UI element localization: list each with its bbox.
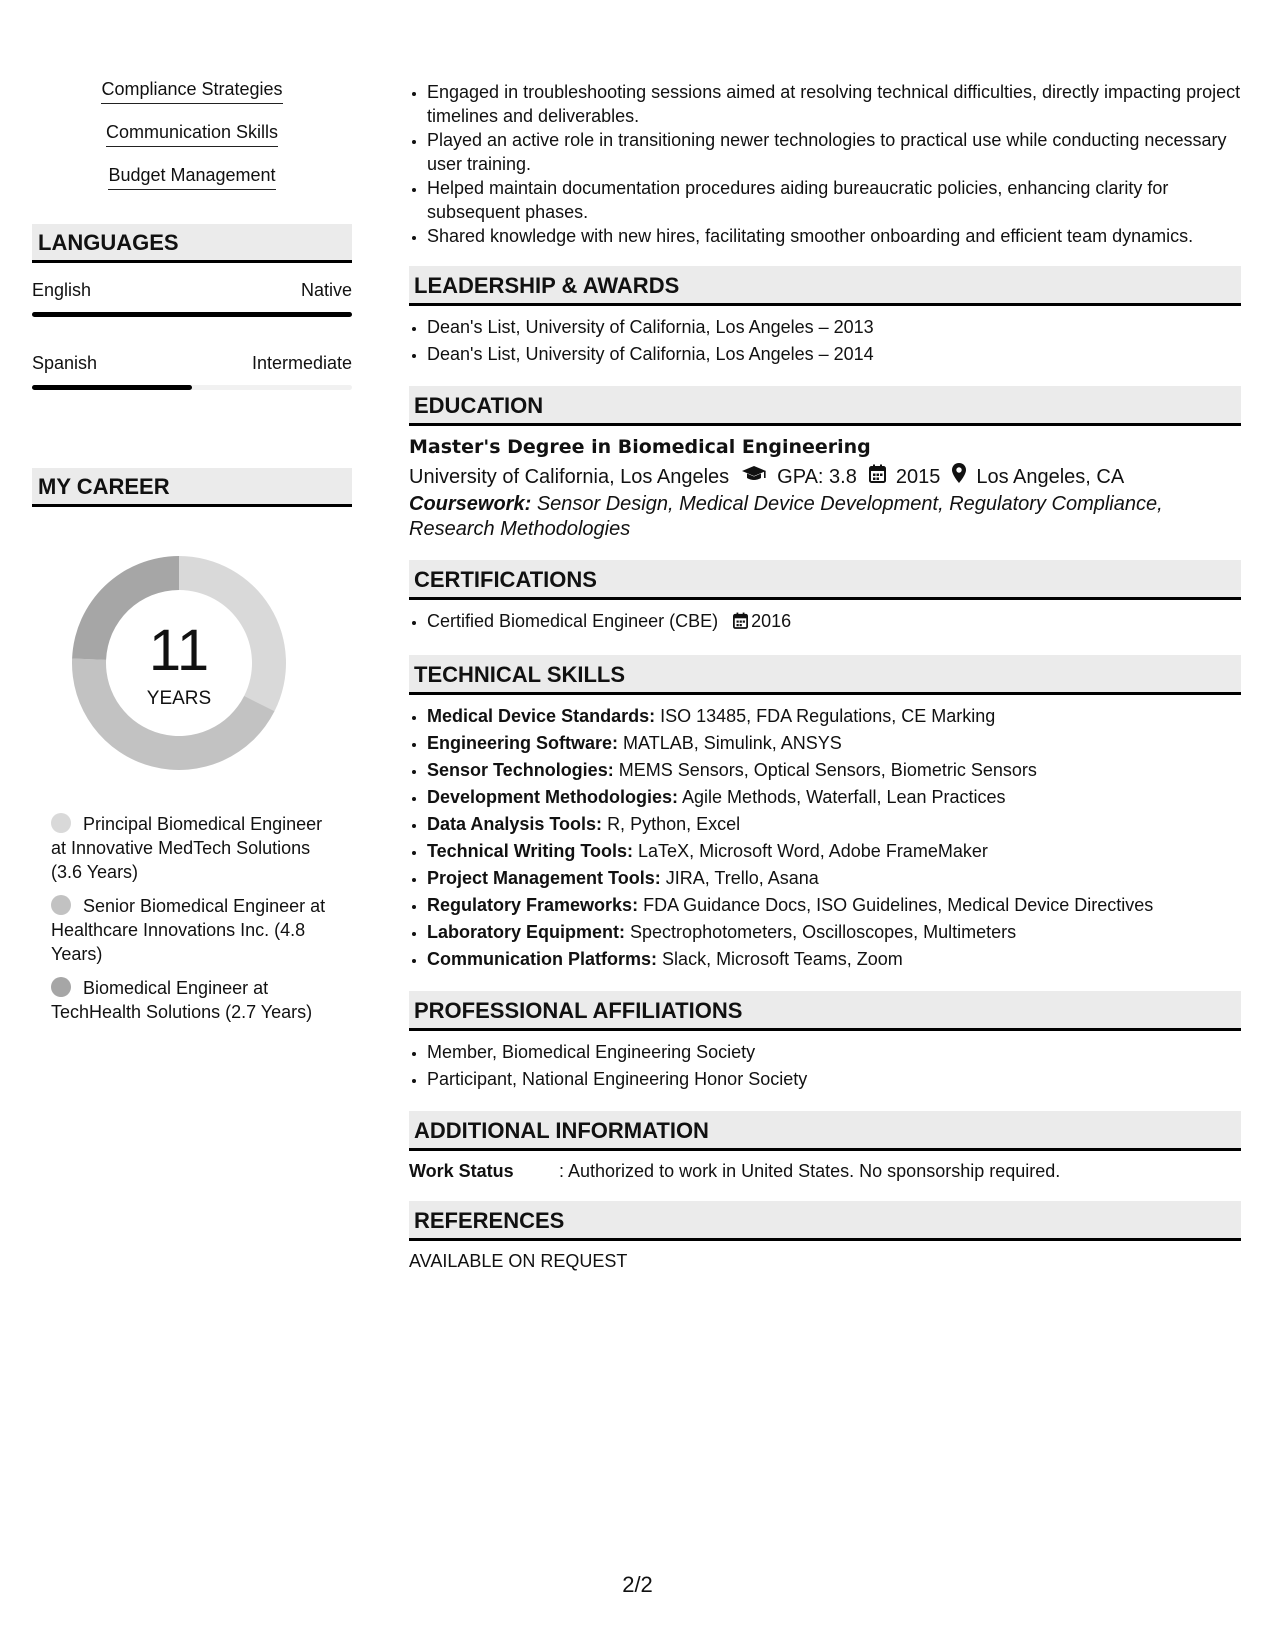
leadership-list bbox=[409, 314, 1241, 368]
skill-category: Communication Platforms: bbox=[427, 949, 658, 969]
career-total-years: 11 bbox=[148, 618, 210, 683]
skill-category: Project Management Tools: bbox=[427, 868, 661, 888]
technical-skill-item bbox=[427, 811, 1241, 838]
technical-skills-list bbox=[409, 703, 1241, 973]
career-total-unit: YEARS bbox=[146, 688, 212, 709]
language-proficiency-fill bbox=[32, 385, 192, 390]
coursework-text: Sensor Design, Medical Device Development, Regulatory Compliance, Research Methodologies bbox=[409, 493, 1163, 540]
technical-skill-item bbox=[427, 892, 1241, 919]
legend-dot-icon bbox=[51, 977, 71, 997]
career-legend-label: Senior Biomedical Engineer at Healthcare Innovations Inc. (4.8 Years) bbox=[51, 896, 326, 964]
skill-values: LaTeX, Microsoft Word, Adobe FrameMaker bbox=[638, 841, 988, 861]
career-legend-item bbox=[51, 812, 336, 884]
skills-list bbox=[32, 78, 352, 190]
skill-values: MEMS Sensors, Optical Sensors, Biometric Sensors bbox=[618, 760, 1037, 780]
skill-category: Sensor Technologies: bbox=[427, 760, 614, 780]
career-legend bbox=[51, 812, 336, 1024]
education-meta bbox=[409, 462, 1241, 492]
work-status-value: : Authorized to work in United States. No sponsorship required. bbox=[559, 1161, 1061, 1181]
left-column bbox=[32, 78, 352, 1034]
skill-category: Technical Writing Tools: bbox=[427, 841, 634, 861]
degree-title: Master's Degree in Biomedical Engineering bbox=[409, 436, 871, 458]
leadership-item: • Dean's List, University of California, Los Angeles – 2013 bbox=[427, 314, 1241, 341]
skill-values: FDA Guidance Docs, ISO Guidelines, Medical Device Directives bbox=[643, 895, 1154, 915]
education-entry bbox=[409, 434, 1241, 542]
skill-values: Slack, Microsoft Teams, Zoom bbox=[662, 949, 903, 969]
graduation-year: 2015 bbox=[895, 466, 941, 488]
language-item-spanish bbox=[32, 352, 352, 390]
skill-category: Development Methodologies: bbox=[427, 787, 679, 807]
experience-bullet: • Engaged in troubleshooting sessions aimed at resolving technical difficulties, directly impacting project timelines and deliverables. bbox=[427, 80, 1241, 128]
graduation-cap-icon bbox=[741, 462, 767, 492]
school-name: University of California, Los Angeles bbox=[409, 466, 730, 488]
skill-values: JIRA, Trello, Asana bbox=[665, 868, 819, 888]
additional-info-heading: ADDITIONAL INFORMATION bbox=[409, 1111, 1241, 1151]
references-heading: REFERENCES bbox=[409, 1201, 1241, 1241]
technical-skill-item bbox=[427, 784, 1241, 811]
experience-bullets bbox=[409, 80, 1241, 248]
certification-year: 2016 bbox=[751, 611, 792, 631]
skill-category: Regulatory Frameworks: bbox=[427, 895, 639, 915]
skill-tag: Budget Management bbox=[108, 164, 275, 190]
skill-category: Engineering Software: bbox=[427, 733, 619, 753]
coursework-label: Coursework: bbox=[409, 493, 532, 515]
affiliation-item: • Member, Biomedical Engineering Society bbox=[427, 1039, 1241, 1066]
technical-skill-item bbox=[427, 919, 1241, 946]
career-legend-label: Biomedical Engineer at TechHealth Solutions (2.7 Years) bbox=[51, 978, 313, 1022]
legend-dot-icon bbox=[51, 895, 71, 915]
skill-tag: Communication Skills bbox=[106, 121, 278, 147]
skill-values: MATLAB, Simulink, ANSYS bbox=[623, 733, 842, 753]
certification-item bbox=[427, 608, 1241, 637]
education-heading: EDUCATION bbox=[409, 386, 1241, 426]
technical-skill-item bbox=[427, 730, 1241, 757]
location-pin-icon bbox=[952, 462, 966, 492]
skill-category: Data Analysis Tools: bbox=[427, 814, 603, 834]
language-name: English bbox=[32, 280, 92, 300]
career-heading: MY CAREER bbox=[32, 468, 352, 507]
leadership-heading: LEADERSHIP & AWARDS bbox=[409, 266, 1241, 306]
affiliations-heading: PROFESSIONAL AFFILIATIONS bbox=[409, 991, 1241, 1031]
gpa: GPA: 3.8 bbox=[777, 466, 857, 488]
skill-values: R, Python, Excel bbox=[607, 814, 741, 834]
work-status-row bbox=[409, 1159, 1241, 1183]
skill-values: ISO 13485, FDA Regulations, CE Marking bbox=[660, 706, 996, 726]
experience-bullet: • Helped maintain documentation procedures aiding bureaucratic policies, enhancing clarity for subsequent phases. bbox=[427, 176, 1241, 224]
career-legend-label: Principal Biomedical Engineer at Innovative MedTech Solutions (3.6 Years) bbox=[51, 814, 323, 882]
coursework bbox=[409, 492, 1241, 542]
language-proficiency-bar bbox=[32, 385, 352, 390]
skill-category: Laboratory Equipment: bbox=[427, 922, 626, 942]
language-level: Intermediate bbox=[251, 353, 352, 373]
career-legend-item bbox=[51, 976, 336, 1024]
language-level: Native bbox=[300, 280, 352, 300]
languages-heading: LANGUAGES bbox=[32, 224, 352, 263]
career-donut-chart bbox=[64, 548, 294, 778]
skill-values: Agile Methods, Waterfall, Lean Practices bbox=[682, 787, 1006, 807]
references-text: AVAILABLE ON REQUEST bbox=[409, 1251, 628, 1271]
language-item-english bbox=[32, 279, 352, 317]
experience-bullet: • Shared knowledge with new hires, facilitating smoother onboarding and efficient team dynamics. bbox=[427, 224, 1241, 248]
right-column bbox=[409, 80, 1241, 1273]
certifications-list bbox=[409, 608, 1241, 637]
legend-dot-icon bbox=[51, 813, 71, 833]
page-number: 2/2 bbox=[622, 1572, 653, 1597]
certification-name: Certified Biomedical Engineer (CBE) bbox=[427, 611, 719, 631]
technical-skill-item bbox=[427, 703, 1241, 730]
calendar-icon bbox=[733, 610, 748, 637]
certifications-heading: CERTIFICATIONS bbox=[409, 560, 1241, 600]
language-proficiency-bar bbox=[32, 312, 352, 317]
technical-skill-item bbox=[427, 946, 1241, 973]
skill-category: Medical Device Standards: bbox=[427, 706, 656, 726]
calendar-icon bbox=[869, 462, 886, 492]
technical-skill-item bbox=[427, 838, 1241, 865]
school-location: Los Angeles, CA bbox=[976, 466, 1125, 488]
leadership-item: • Dean's List, University of California, Los Angeles – 2014 bbox=[427, 341, 1241, 368]
technical-skills-heading: TECHNICAL SKILLS bbox=[409, 655, 1241, 695]
skill-values: Spectrophotometers, Oscilloscopes, Multimeters bbox=[630, 922, 1017, 942]
technical-skill-item bbox=[427, 757, 1241, 784]
skill-tag: Compliance Strategies bbox=[101, 78, 282, 104]
technical-skill-item bbox=[427, 865, 1241, 892]
affiliations-list bbox=[409, 1039, 1241, 1093]
career-legend-item bbox=[51, 894, 336, 966]
work-status-label: Work Status bbox=[409, 1161, 514, 1181]
experience-bullet: • Played an active role in transitioning newer technologies to practical use while conducting necessary user training. bbox=[427, 128, 1241, 176]
affiliation-item: • Participant, National Engineering Honor Society bbox=[427, 1066, 1241, 1093]
language-name: Spanish bbox=[32, 353, 98, 373]
language-proficiency-fill bbox=[32, 312, 352, 317]
